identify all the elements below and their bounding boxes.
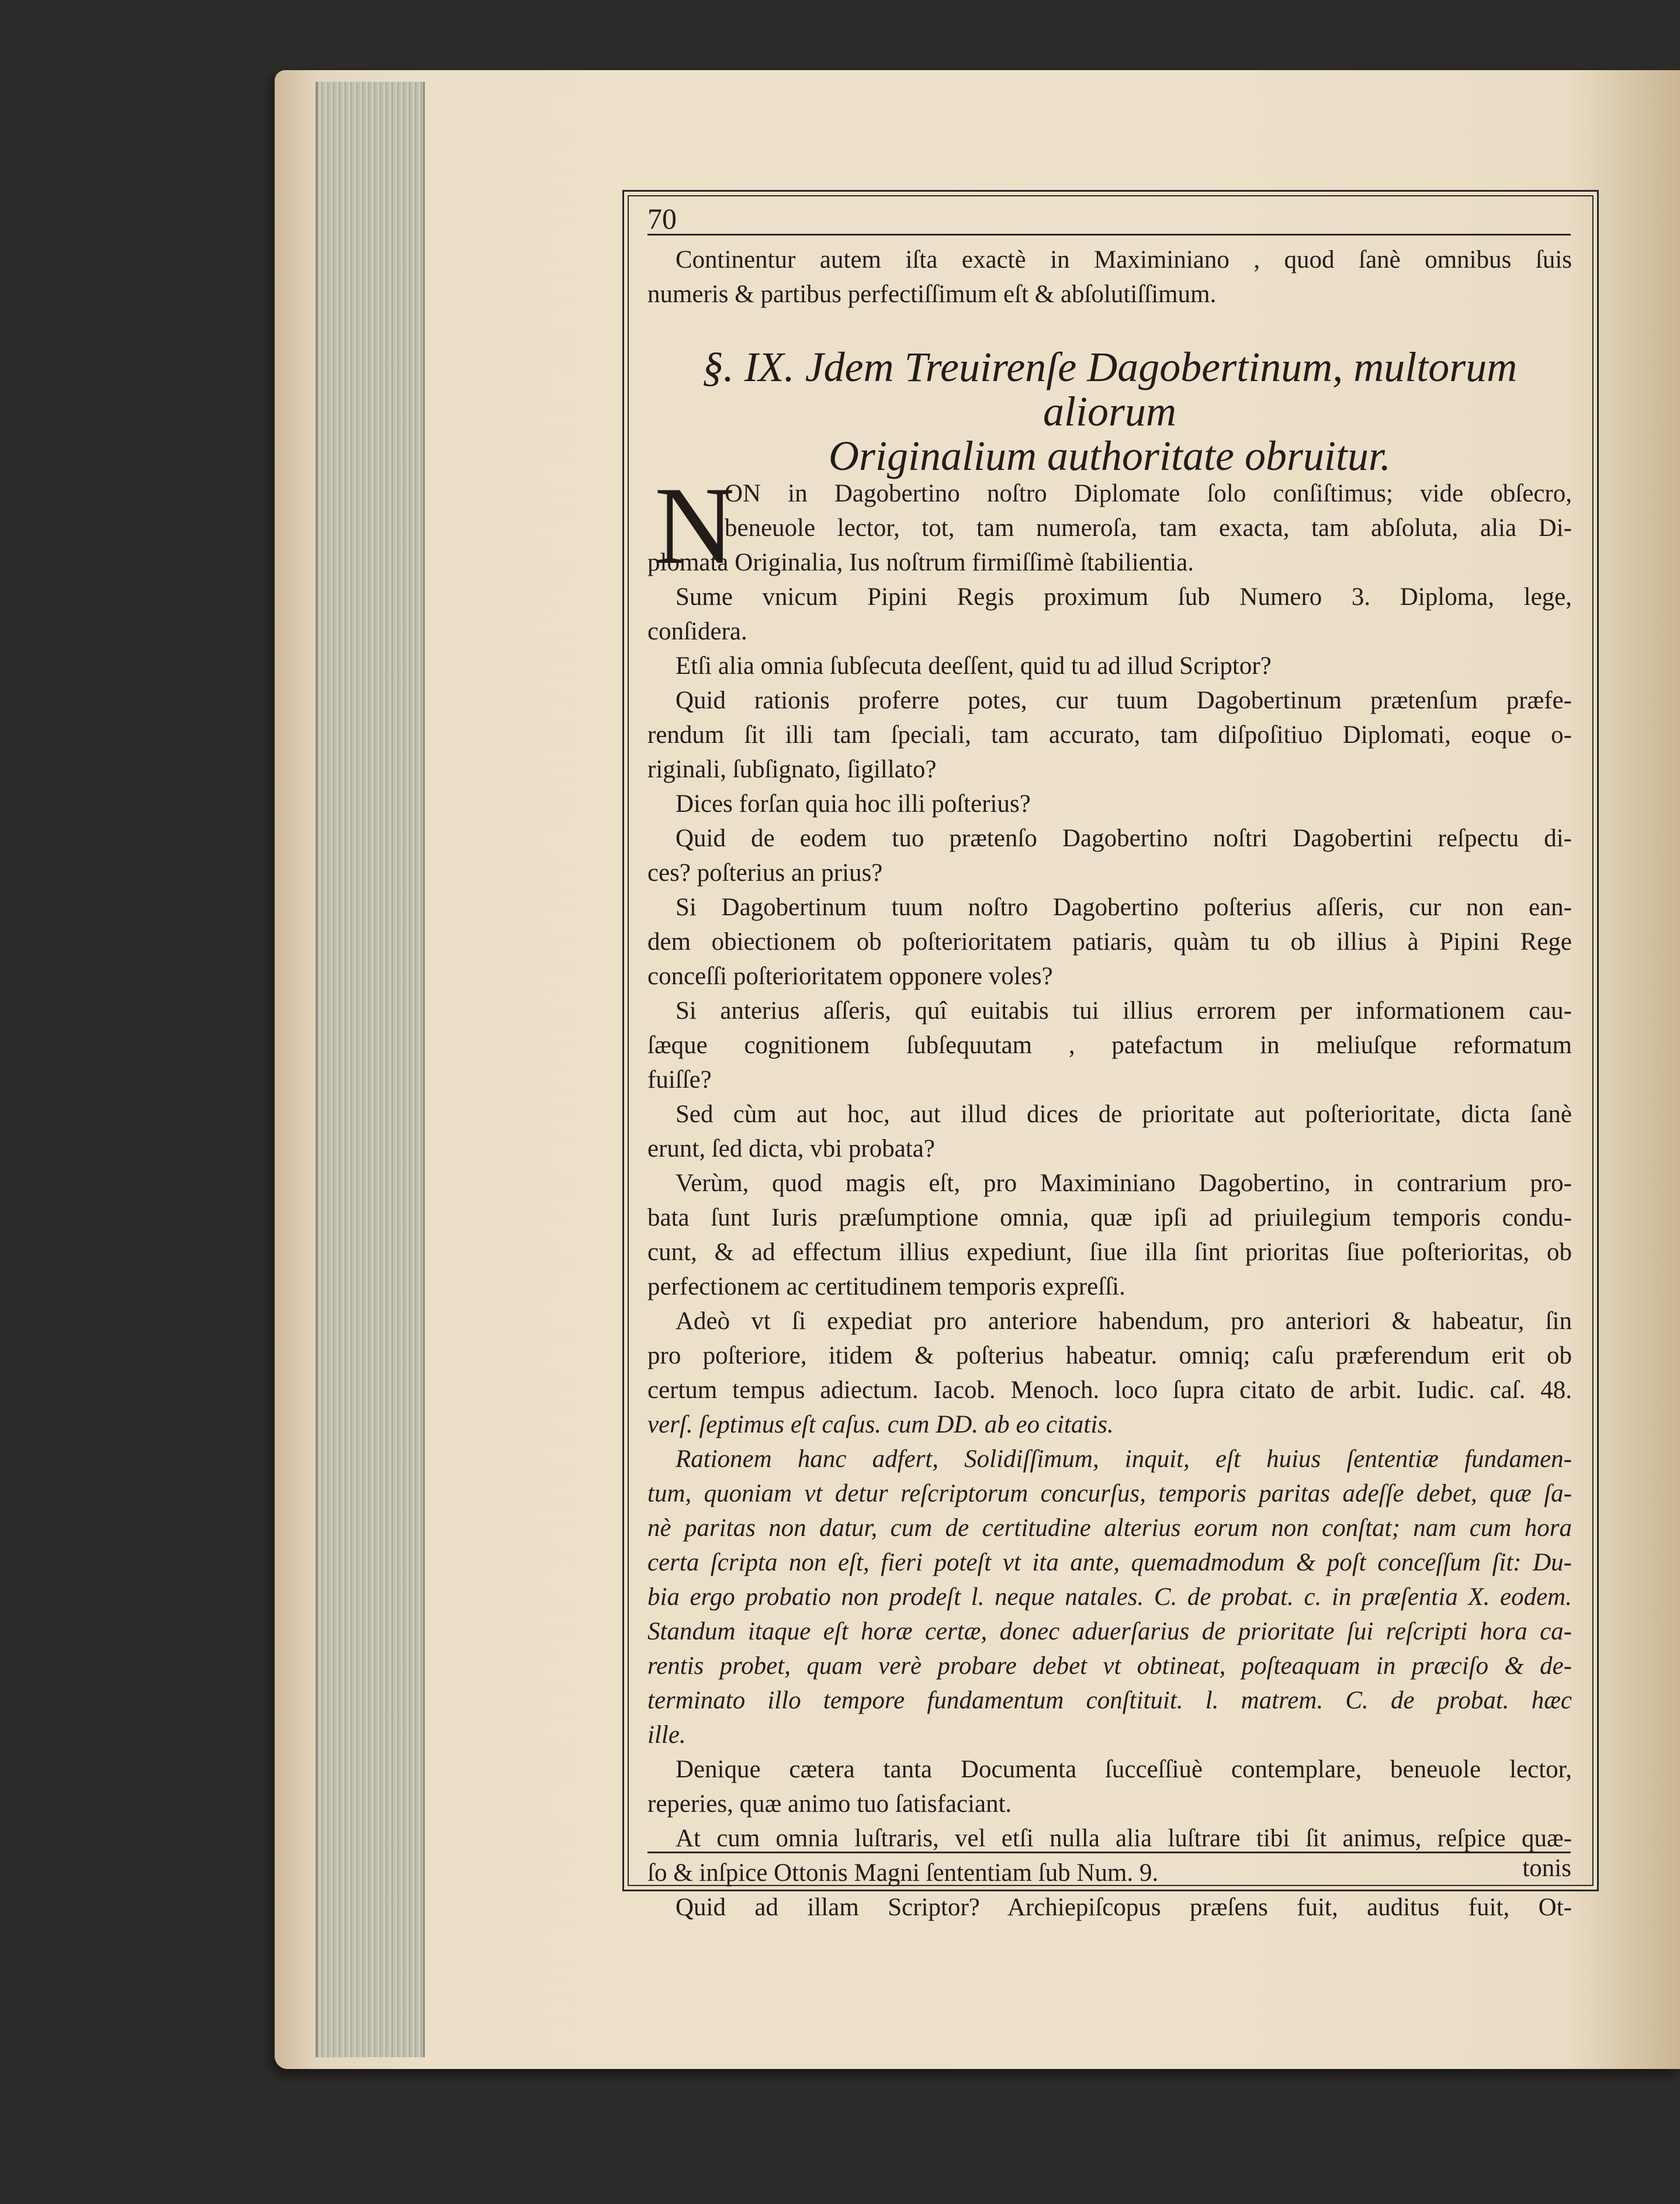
body-line: fuiſſe? xyxy=(647,1066,712,1094)
body-line: nè paritas non datur, cum de certitudine alterius eorum non conſtat; nam cum hora xyxy=(647,1514,1572,1542)
intro-paragraph xyxy=(647,243,1572,312)
body-line: ces? poſterius an prius? xyxy=(647,859,883,887)
body-line: Si anterius aſſeris, quî euitabis tui illius errorem per informationem cau- xyxy=(676,997,1572,1025)
body-line: tum, quoniam vt detur reſcriptorum concurſus, temporis paritas adeſſe debet, quæ ſa- xyxy=(647,1480,1572,1507)
body-line: Adeò vt ſi expediat pro anteriore habendum, pro anteriori & habeatur, ſin xyxy=(676,1307,1572,1335)
body-line: Denique cætera tanta Documenta ſucceſſiuè contemplare, beneuole lector, xyxy=(676,1756,1572,1783)
body-line: bata ſunt Iuris præſumptione omnia, quæ ipſi ad priuilegium temporis condu- xyxy=(647,1204,1572,1231)
body-line: pro poſteriore, itidem & poſterius habeatur. omniq; caſu præferendum erit ob xyxy=(647,1342,1572,1369)
body-line: Sed cùm aut hoc, aut illud dices de prioritate aut poſterioritate, dicta ſanè xyxy=(676,1101,1572,1128)
body-line: Quid de eodem tuo prætenſo Dagobertino noſtri Dagobertini reſpectu di- xyxy=(676,825,1572,852)
body-line: riginali, ſubſignato, ſigillato? xyxy=(647,756,937,783)
body-line: terminato illo tempore fundamentum conſtituit. l. matrem. C. de probat. hæc xyxy=(647,1687,1572,1714)
body-text xyxy=(647,545,1572,1925)
body-line: Quid rationis proferre potes, cur tuum Dagobertinum prætenſum præfe- xyxy=(676,687,1572,714)
body-line: beneuole lector, tot, tam numeroſa, tam exacta, tam abſoluta, alia Di- xyxy=(725,514,1572,542)
header-rule xyxy=(647,234,1571,236)
body-line: cunt, & ad effectum illius expediunt, ſiue illa ſint prioritas ſiue poſterioritas, ob xyxy=(647,1238,1572,1266)
heading-line: §. IX. Jdem Treuirenſe Dagobertinum, multorum aliorum xyxy=(702,344,1518,435)
body-line: Dices forſan quia hoc illi poſterius? xyxy=(676,790,1031,818)
body-line: conceſſi poſterioritatem opponere voles? xyxy=(647,963,1053,990)
body-line: Etſi alia omnia ſubſecuta deeſſent, quid tu ad illud Scriptor? xyxy=(676,652,1272,680)
body-line: ſo & inſpice Ottonis Magni ſententiam ſub Num. 9. xyxy=(647,1859,1159,1887)
section-heading xyxy=(647,345,1572,478)
intro-line: numeris & partibus perfectiſſimum eſt & abſolutiſſimum. xyxy=(647,281,1217,308)
drop-initial: N xyxy=(654,465,735,587)
page-edges xyxy=(316,82,425,2057)
body-line: Standum itaque eſt horæ certæ, donec aduerſarius de prioritate ſui reſcripti hora ca- xyxy=(647,1618,1572,1645)
catchword: tonis xyxy=(1522,1854,1571,1882)
body-line: dem obiectionem ob poſterioritatem patiaris, quàm tu ob illius à Pipini Rege xyxy=(647,928,1572,956)
body-line: ille. xyxy=(647,1721,686,1749)
body-line: Sume vnicum Pipini Regis proximum ſub Numero 3. Diploma, lege, xyxy=(676,583,1572,611)
body-line: conſidera. xyxy=(647,618,747,645)
body-line: rendum ſit illi tam ſpeciali, tam accurato, tam diſpoſitiuo Diplomati, eoque o- xyxy=(647,721,1572,749)
body-line: plomata Originalia, Ius noſtrum firmiſſimè ſtabilientia. xyxy=(647,549,1194,576)
drop-cap-lines xyxy=(725,476,1572,545)
body-line: Si Dagobertinum tuum noſtro Dagobertino poſterius aſſeris, cur non ean- xyxy=(676,894,1572,921)
body-line: At cum omnia luſtraris, vel etſi nulla alia luſtrare tibi ſit animus, reſpice quæ- xyxy=(676,1825,1572,1852)
body-line: ſæque cognitionem ſubſequutam , patefactum in meliuſque reformatum xyxy=(647,1032,1572,1059)
page-number: 70 xyxy=(647,202,677,235)
body-line: certa ſcripta non eſt, fieri poteſt vt ita ante, quemadmodum & poſt conceſſum ſit: Du- xyxy=(647,1549,1572,1576)
intro-line: Continentur autem iſta exactè in Maximiniano , quod ſanè omnibus ſuis xyxy=(676,246,1572,274)
body-line: reperies, quæ animo tuo ſatisfaciant. xyxy=(647,1790,1012,1818)
body-line: erunt, ſed dicta, vbi probata? xyxy=(647,1135,935,1162)
body-line: ON in Dagobertino noſtro Diplomate ſolo conſiſtimus; vide obſecro, xyxy=(725,480,1572,507)
body-line: verſ. ſeptimus eſt caſus. cum DD. ab eo citatis. xyxy=(647,1411,1114,1438)
body-line: rentis probet, quam verè probare debet vt obtineat, poſteaquam in præciſo & de- xyxy=(647,1652,1572,1680)
body-line: Rationem hanc adfert, Solidiſſimum, inquit, eſt huius ſententiæ fundamen- xyxy=(676,1445,1572,1473)
footer-rule xyxy=(647,1852,1571,1853)
body-line: Quid ad illam Scriptor? Archiepiſcopus præſens fuit, auditus fuit, Ot- xyxy=(676,1894,1572,1921)
body-line: perfectionem ac certitudinem temporis expreſſi. xyxy=(647,1273,1125,1300)
heading-line: Originalium authoritate obruitur. xyxy=(828,433,1391,479)
body-line: Verùm, quod magis eſt, pro Maximiniano Dagobertino, in contrarium pro- xyxy=(676,1170,1572,1197)
body-line: certum tempus adiectum. Iacob. Menoch. loco ſupra citato de arbit. Iudic. caſ. 48. xyxy=(647,1376,1572,1404)
body-line: bia ergo probatio non prodeſt l. neque natales. C. de probat. c. in præſentia X. eodem. xyxy=(647,1583,1572,1611)
